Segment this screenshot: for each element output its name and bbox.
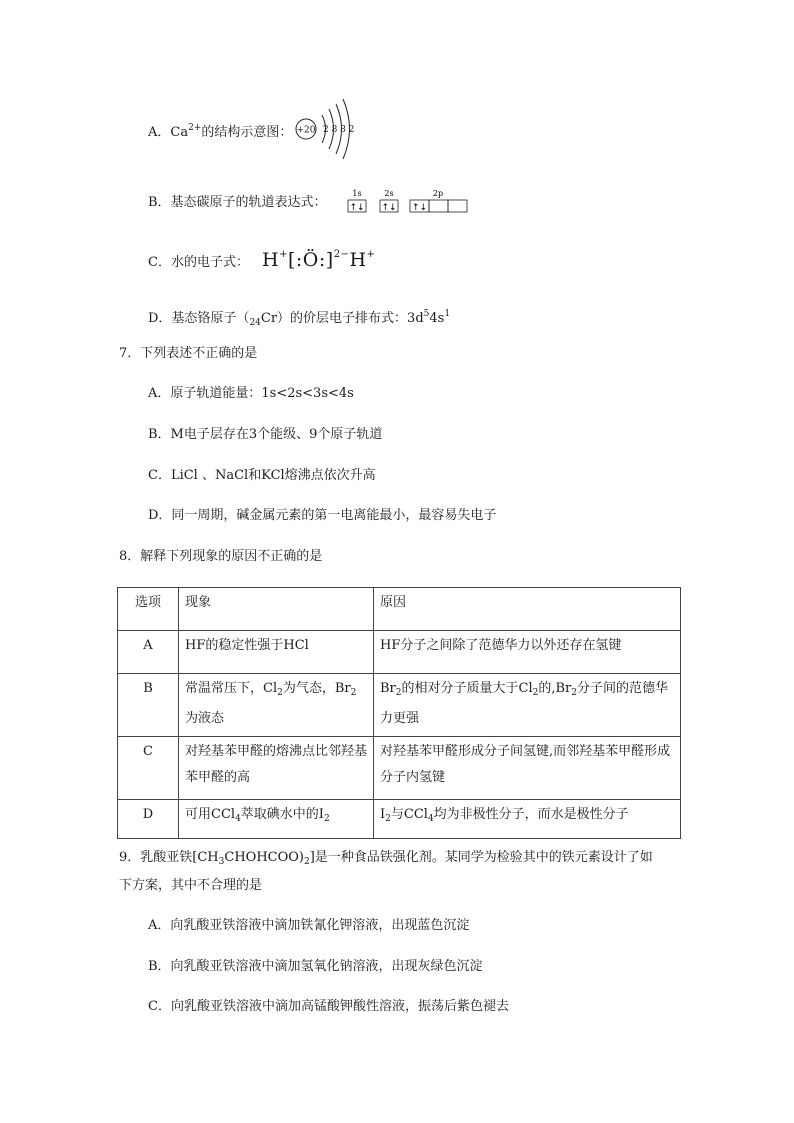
svg-text:↑↓: ↑↓ (411, 203, 428, 213)
q6-b-text: B．基态碳原子的轨道表达式： (148, 195, 327, 210)
q9-option-a: A．向乳酸亚铁溶液中滴加铁氰化钾溶液，出现蓝色沉淀 (148, 918, 470, 933)
ca-ion-structure-diagram (292, 97, 362, 161)
carbon-orbital-diagram (346, 189, 470, 215)
table-row: A HF的稳定性强于HCl HF分子之间除了范德华力以外还存在氢键 (118, 631, 681, 674)
q6-option-c (148, 254, 249, 272)
q6-option-a (148, 119, 292, 142)
q7-stem: 7．下列表述不正确的是 (119, 346, 258, 361)
q9-stem-line2: 下方案，其中不合理的是 (119, 878, 263, 893)
table-row: D 可用CCl$_4$萃取碘水中的$I_2$ $I_2$与CCl$_4$均为非极性分子，而水是极性分子 (118, 800, 681, 839)
q6-option-b (148, 194, 327, 212)
nucleus-charge: +20 (296, 125, 316, 136)
table-row: B 常温常压下，$Cl_2$为气态，$Br_2$ 为液态 $Br_2$的相对分子质量大于$Cl_2$的$,Br_2$分子间的范德华力更强 (118, 674, 681, 737)
q6-a-suffix: 的结构示意图： (201, 125, 293, 140)
orbital-label-2p: 2p (432, 189, 444, 198)
q8-table (117, 587, 681, 839)
q9-stem-line1: 9．乳酸亚铁$[CH_3CHOHCOO)_2$]是一种食品铁强化剂。某同学为检验其中的铁元素设计了如 (119, 850, 653, 867)
table-row: C 对羟基苯甲醛的熔沸点比邻羟基苯甲醛的高 对羟基苯甲醛形成分子间氢键,而邻羟基苯甲醛形成分子内氢键 (118, 737, 681, 800)
q7-option-a: A．原子轨道能量：1s<2s<3s<4s (148, 386, 354, 401)
header-phenomenon: 现象 (179, 588, 374, 631)
table-header-row (118, 588, 681, 631)
shell-electron-counts: 2 8 8 2 (323, 125, 355, 135)
orbital-label-1s: 1s (352, 189, 362, 198)
q9-option-b: B．向乳酸亚铁溶液中滴加氢氧化钠溶液，出现灰绿色沉淀 (148, 959, 483, 974)
svg-text:↑↓: ↑↓ (349, 203, 365, 213)
header-reason: 原因 (374, 588, 681, 631)
q6-a-charge: 2+ (188, 123, 202, 133)
header-option: 选项 (118, 588, 179, 631)
orbital-box-2p-2 (429, 200, 448, 212)
orbital-box-2p-3 (448, 200, 467, 212)
q6-c-text: C．水的电子式： (148, 255, 249, 270)
q6-option-d: D．基态铬原子$(_{24}Cr)$的价层电子排布式：$3d^54s^1$ (148, 309, 451, 328)
q8-stem: 8．解释下列现象的原因不正确的是 (119, 549, 323, 564)
orbital-label-2s: 2s (384, 189, 394, 198)
q9-option-c: C．向乳酸亚铁溶液中滴加高锰酸钾酸性溶液，振荡后紫色褪去 (148, 999, 509, 1014)
q7-option-d: D．同一周期，碱金属元素的第一电离能最小，最容易失电子 (148, 508, 497, 523)
svg-text:↑↓: ↑↓ (381, 203, 397, 213)
water-electron-formula: H+[:Ö:]$^{2-}$H+ (262, 249, 376, 271)
q7-option-c: C．LiCl 、NaCl和KCl熔沸点依次升高 (148, 468, 376, 483)
q6-a-prefix: A．Ca (148, 125, 189, 140)
q7-option-b: B．M电子层存在3个能级、9个原子轨道 (148, 427, 383, 442)
